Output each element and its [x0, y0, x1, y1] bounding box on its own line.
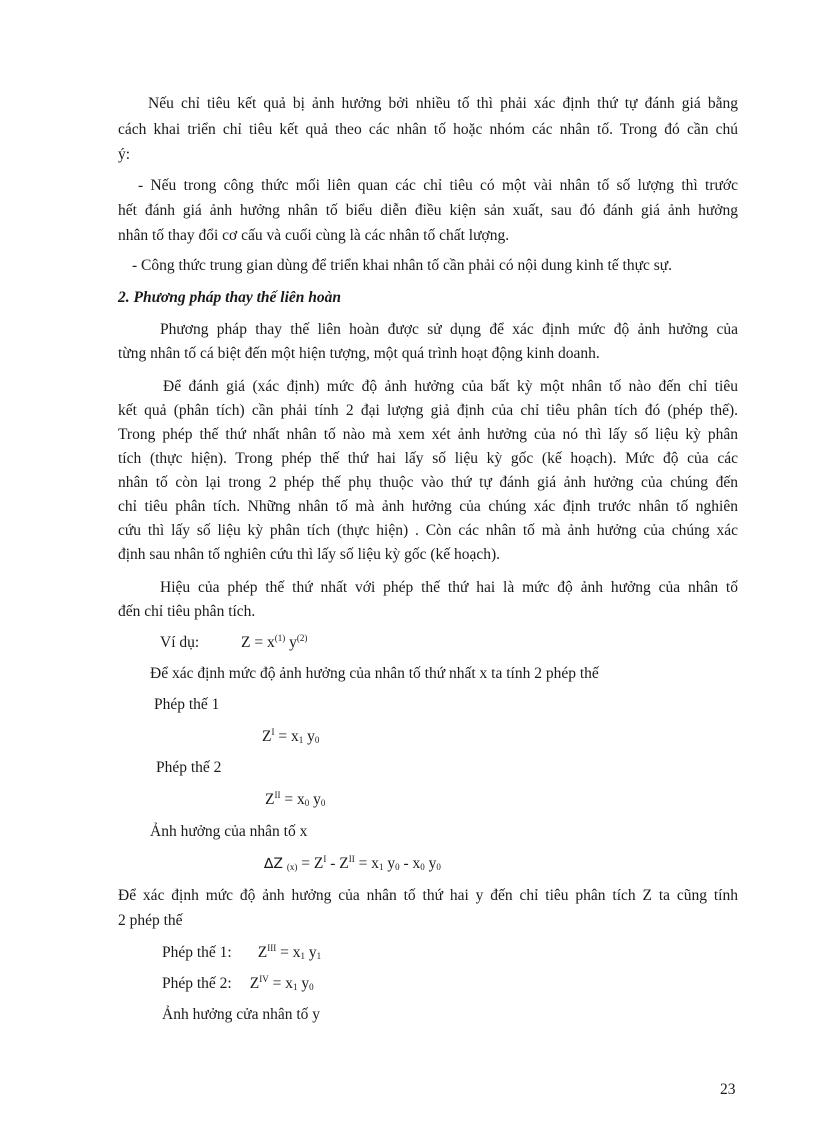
para5-line8: định sau nhân tố nghiên cứu thì lấy số liệu kỳ gốc (kế hoạch). [118, 546, 501, 563]
para6-line2: đến chỉ tiêu phân tích. [118, 603, 256, 620]
text-factor-y-line1: Để xác định mức độ ảnh hưởng của nhân tố thứ hai y đến chỉ tiêu phân tích Z ta cũng tính [118, 887, 738, 904]
text-factor-x: Để xác định mức độ ảnh hưởng của nhân tố thứ nhất x ta tính 2 phép thế [150, 665, 599, 682]
substitution-1-label: Phép thế 1 [154, 696, 220, 713]
para5-line6: chỉ tiêu phân tích. Những nhân tố mà ảnh hưởng của chúng xác định trước nhân tố nghiên [118, 498, 738, 515]
formula-z1: $Z^I = x_1$ $y_0$ [262, 727, 320, 745]
example-label: Ví dụ: [160, 634, 200, 651]
para1-line3: ý: [118, 146, 131, 163]
para5-line3: Trong phép thế thứ nhất nhân tố nào mà xem xét ảnh hưởng của nó thì lấy số liệu kỳ phân [118, 426, 738, 443]
para2-line2: hết đánh giá ảnh hưởng nhân tố biểu diễn điều kiện sản xuất, sau đó đánh giá ảnh hưởng [118, 202, 738, 219]
para5-line1: Để đánh giá (xác định) mức độ ảnh hưởng của bất kỳ một nhân tố nào đến chỉ tiêu [163, 378, 738, 395]
para1-line1: Nếu chỉ tiêu kết quả bị ảnh hưởng bởi nhiều tố thì phải xác định thứ tự đánh giá bằng [148, 95, 738, 112]
text-factor-y-line2: 2 phép thế [118, 912, 183, 929]
impact-x-label: Ảnh hưởng của nhân tố x [150, 823, 308, 840]
para2-line1: - Nếu trong công thức mối liên quan các chỉ tiêu có một vài nhân tố số lượng thì trước [138, 177, 738, 194]
para6-line1: Hiệu của phép thế thứ nhất với phép thế thứ hai là mức độ ảnh hưởng của nhân tố [160, 579, 738, 596]
impact-y-label: Ảnh hưởng cửa nhân tố y [162, 1006, 321, 1023]
para5-line2: kết quả (phân tích) cần phải tính 2 đại lượng giả định của chỉ tiêu phân tích đó (phép thế). [118, 402, 738, 419]
formula-z2: $Z^{II} = x_0$ $y_0$ [265, 790, 326, 808]
formula-z4: Phép thế 2: $Z^{IV} = x_1$ $y_0$ [162, 974, 314, 992]
formula-z3: Phép thế 1: $Z^{III} = x_1$ $y_1$ [162, 943, 322, 961]
para2-line3: nhân tố thay đổi cơ cấu và cuối cùng là các nhân tố chất lượng. [118, 227, 510, 244]
para1-line2: cách khai triển chỉ tiêu kết quả theo các nhân tố hoặc nhóm các nhân tố. Trong đó cần chú [118, 121, 738, 138]
substitution-2-label: Phép thế 2 [156, 759, 222, 776]
formula-delta-z-x: ∆Z $_{(x)} = Z^I - Z^{II} = x_1$ $y_0 - x_0$ $y_0$ [264, 854, 441, 872]
para3: - Công thức trung gian dùng để triển khai nhân tố cần phải có nội dung kinh tế thực sự. [132, 257, 673, 274]
para5-line5: nhân tố còn lại trong 2 phép thế phụ thuộc vào thứ tự đánh giá ảnh hưởng của chúng đến [118, 474, 738, 491]
para4-line2: từng nhân tố cá biệt đến một hiện tượng, một quá trình hoạt động kinh doanh. [118, 345, 600, 362]
para5-line4: tích (thực hiện). Trong phép thế thứ hai lấy số liệu kỳ gốc (kế hoạch). Mức độ của các [118, 450, 738, 467]
page-number: 23 [720, 1081, 736, 1098]
para4-line1: Phương pháp thay thế liên hoàn được sử dụng để xác định mức độ ảnh hưởng của [160, 321, 738, 338]
para5-line7: cứu thì lấy số liệu kỳ phân tích (thực hiện) . Còn các nhân tố mà ảnh hưởng của chúng xác [118, 522, 738, 539]
section-heading: 2. Phương pháp thay thế liên hoàn [118, 289, 342, 306]
example-formula: $Z = x^{(1)}$ $y^{(2)}$ [241, 633, 308, 651]
